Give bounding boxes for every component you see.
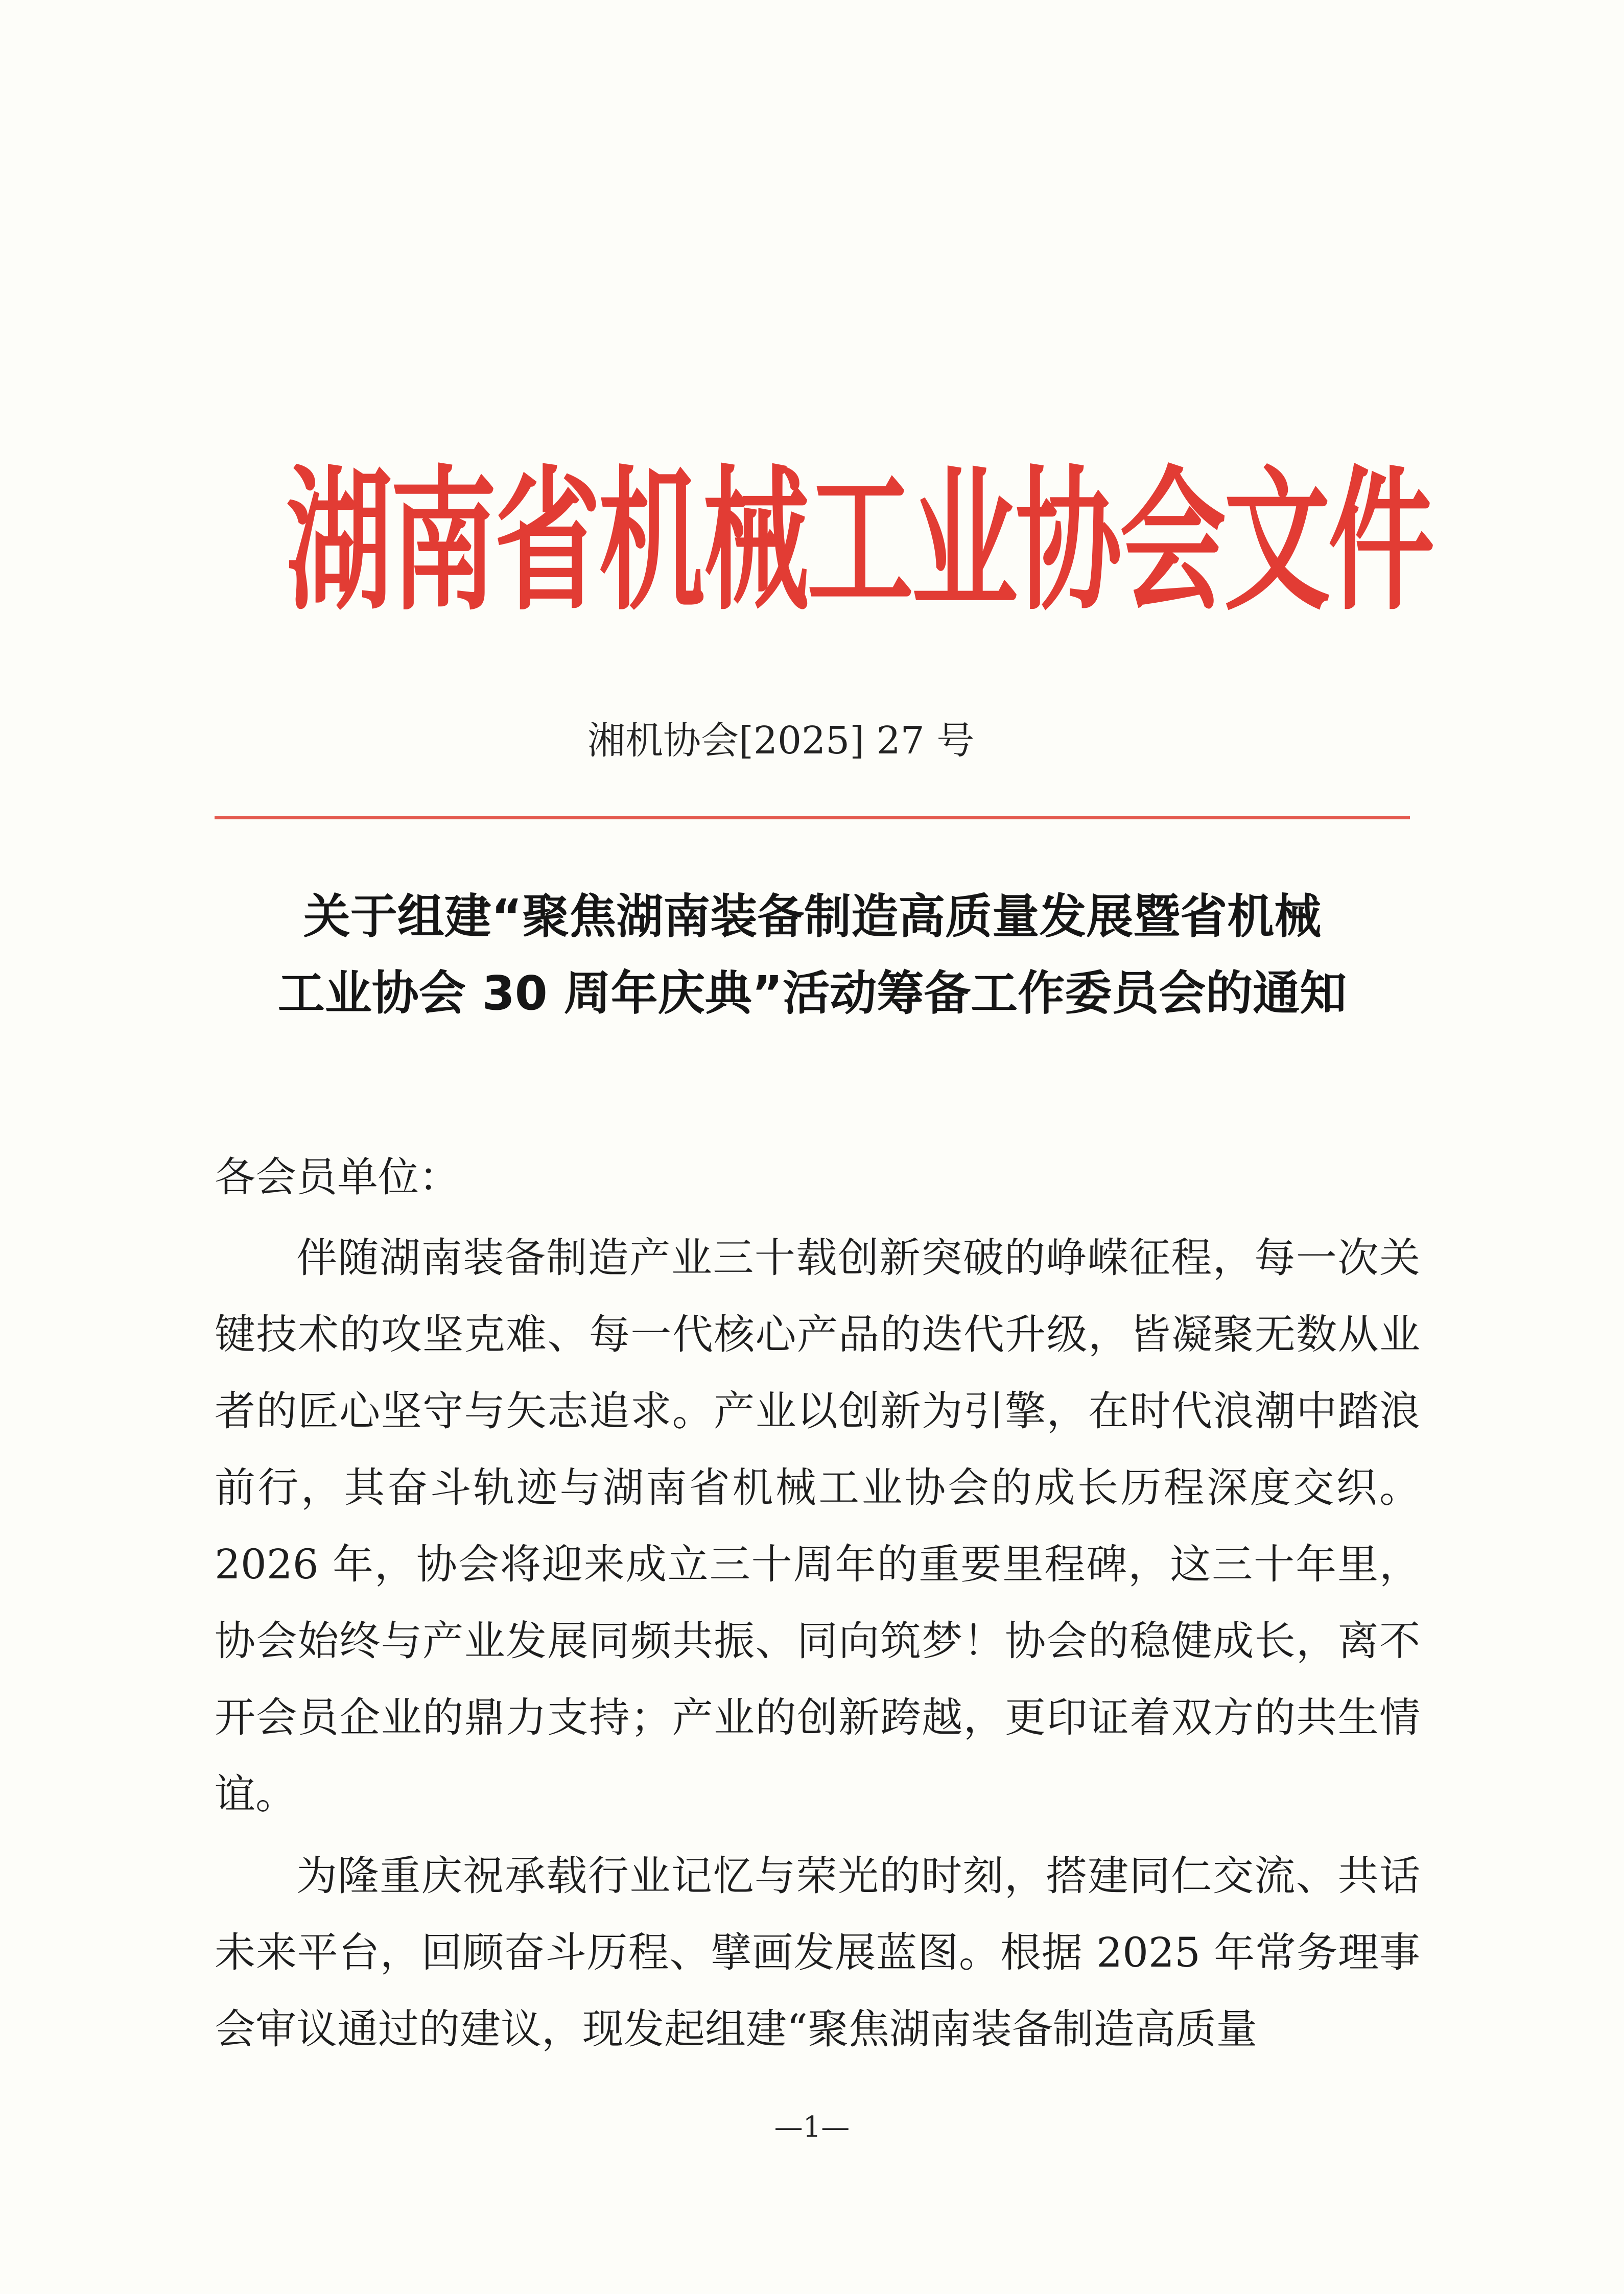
notice-title-line-1: 关于组建“聚焦湖南装备制造高质量发展暨省机械 xyxy=(303,889,1322,944)
body-paragraph-2: 为隆重庆祝承载行业记忆与荣光的时刻，搭建同仁交流、共话未来平台，回顾奋斗历程、擘画发展蓝图。根据 2025 年常务理事会审议通过的建议，现发起组建“聚焦湖南装备制造高质量 xyxy=(215,1852,1420,2053)
notice-body xyxy=(215,1139,1420,2073)
body-paragraph-1: 伴随湖南装备制造产业三十载创新突破的峥嵘征程，每一次关键技术的攻坚克难、每一代核心产品的迭代升级，皆凝聚无数从业者的匠心坚守与矢志追求。产业以创新为引擎，在时代浪潮中踏浪前行，其奋斗轨迹与湖南省机械工业协会的成长历程深度交织。2026 年，协会将迎来成立三十周年的重要里程碑，这三十年里，协会始终与产业发展同频共振、同向筑梦！协会的稳健成长，离不开会员企业的鼎力支持；产业的创新跨越，更印证着双方的共生情谊。 xyxy=(215,1234,1420,1818)
salutation: 各会员单位： xyxy=(215,1153,460,1201)
notice-title xyxy=(215,879,1410,1032)
document-number: 湘机协会[2025] 27 号 xyxy=(587,719,975,763)
notice-title-line-2: 工业协会 30 周年庆典”活动筹备工作委员会的通知 xyxy=(277,966,1347,1021)
page-number: —1— xyxy=(774,2111,850,2144)
org-file-title: 湖南省机械工业协会文件 xyxy=(286,451,1432,632)
red-divider-line xyxy=(215,816,1410,819)
